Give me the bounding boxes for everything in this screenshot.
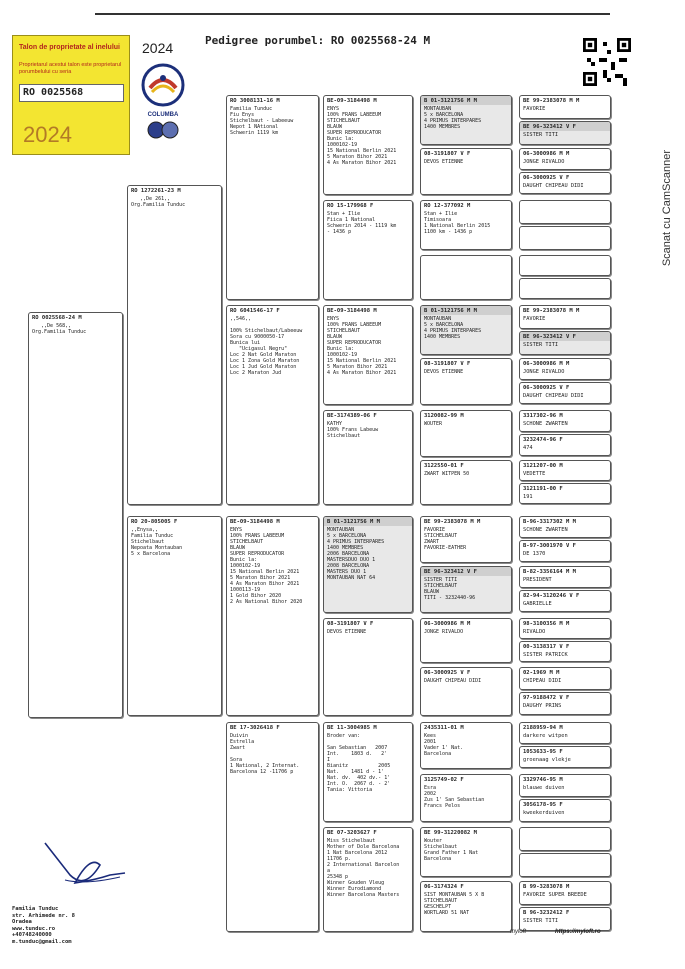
pigeon-g5-13 [519,410,611,432]
pigeon-notes: ENYS 100% FRANS LABEEUM STICHELBAUT BLAUW SUPER REPRODUCATOR Bunic la: 1000102-19 15 National Berlin 2021 5 Maraton Bihor 2021 4 As Maraton Bihor 2021 1000113-19 1 Gold Bihor 2020 2 As National Bihor 2020 [230,527,303,605]
pigeon-g5-24 [519,692,611,715]
pigeon-notes: MONTAUBAN 5 x BARCELONA 4 PRIMUS INTERPARES 1400 MEMBRES [424,316,482,340]
ring-number: B 01-3121756 M M [421,96,511,105]
pigeon-g5-3 [519,148,611,170]
ring-number: 3056178-95 F [523,802,563,808]
ring-number: 3120082-99 M [424,413,464,419]
pigeon-fmm [323,410,413,505]
pigeon-name: 191 [523,494,533,500]
ring-number: BE 96-323412 V F [520,332,610,341]
scanner-watermark: Scanat cu CamScanner [661,150,673,267]
ring-number: 08-3191807 V F [424,151,471,157]
ring-number: BE 99-31220082 M [424,830,477,836]
ring-number: RO 1272261-23 M [131,188,181,194]
pigeon-ff [226,95,319,300]
pigeon-notes: ,,Enysa,, Familia Tunduc Stichelbaut Nepoata Montauban 5 x Barcelona [131,527,183,557]
ring-number: 82-94-3120246 V F [523,593,580,599]
pigeon-g4-16 [420,881,512,932]
ring-number: RO 6041546-17 F [230,308,280,314]
pigeon-name: DAUGHT CHIPEAU DIDI [523,393,584,399]
pigeon-g5-6 [519,226,611,250]
ring-number: 3121191-00 F [523,486,563,492]
qr-code-icon [583,38,631,86]
pigeon-notes: Kees 2001 Vader 1' Nat. Barcelona [424,733,464,757]
pigeon-name: PRESIDENT [523,577,552,583]
ring-number: 3329746-95 M [523,777,563,783]
pigeon-fff [323,95,413,195]
pigeon-name: JONGE RIVALDO [523,369,565,375]
header-year: 2024 [142,40,174,56]
pigeon-notes: SIST MONTAUBAN 5 X B STICHELBAUT GESCHELPT WORTLARD 51 NAT [424,892,485,916]
pigeon-name: JONGE RIVALDO [523,159,565,165]
ring-number: BE-09-3184498 M [230,519,280,525]
pigeon-name: DE 1370 [523,551,546,557]
pigeon-name: RIVALDO [523,629,546,635]
pigeon-name [520,229,610,231]
pigeon-notes: ,,546,, 100% Stichelbaut/Labeeuw Sora cu 9000050-17 Bunica lui "Ucigasul Negru" Loc 2 Nat Gold Maraton Loc 1 Zona Gold Maraton Loc 1 Jud Gold Maraton Loc 2 Maraton Jud [230,316,303,376]
ring-number: 1053633-95 F [523,749,563,755]
pigeon-notes: FAVORIE STICHELBAUT ZWART FAVORIE-EATHER [424,527,467,551]
pigeon-notes: Stan + Ilie Fiica 1 National Schwerin 2014 - 1119 km - 1436 p [327,211,397,235]
pigeon-name: DAUGHT CHIPEAU DIDI [523,183,584,189]
ring-number: 3317302-96 M [523,413,563,419]
pigeon-notes: Esra 2002 Zus 1' San Sebastian Francs Pelos [424,785,485,809]
pigeon-g4-13 [420,722,512,769]
pigeon-mff [323,516,413,613]
pigeon-g4-7 [420,410,512,457]
pigeon-g5-12 [519,382,611,404]
pigeon-name: SISTER PATRICK [523,652,568,658]
pigeon-notes: SISTER TITI STICHELBAUT BLAUW TITI - 3232440-96 [424,577,476,601]
pigeon-name: SCHONE ZWARTEN [523,421,568,427]
ring-number: B 01-3121756 M M [421,306,511,315]
ring-number: BE 99-2383078 M M [523,308,580,314]
pigeon-g5-16 [519,483,611,504]
ring-number: B-82-3356164 M M [523,569,576,575]
ring-number: 06-3000986 M M [523,151,570,157]
pigeon-name [520,830,610,832]
pigeon-name: FAVORIE [523,316,546,322]
pigeon-name: SISTER TITI [523,342,559,348]
owner-address: Familia Tunduc str. Arhimede nr. 8 Oradea www.tunduc.ro +40748240000 m.tunduc@gmail.com [12,906,75,945]
pigeon-g5-29 [519,827,611,851]
pigeon-fm [226,305,319,505]
ring-number: RO 3008131-16 M [230,98,280,104]
ring-number: RO 20-805005 F [131,519,178,525]
ring-number: 06-3000986 M M [523,361,570,367]
pigeon-mmf [323,722,413,822]
ring-number: 98-3100356 M M [523,621,570,627]
pigeon-notes: KATHY 100% Frans Labeuw Stichelbaut [327,421,379,439]
pigeon-name: darkere witpen [523,733,568,739]
ring-number: B-97-3001970 V F [523,543,576,549]
pigeon-g5-20 [519,590,611,612]
pigeon-mother [127,516,222,716]
pigeon-g5-25 [519,722,611,744]
pigeon-name [520,856,610,858]
ring-number: BE 96-323412 V F [421,567,511,576]
pigeon-g4-14 [420,774,512,822]
pigeon-g4-10 [420,566,512,613]
card-subtitle: Proprietarul acestui talon este proprietarul porumbelului cu seria [19,62,122,75]
ring-number: 2188959-94 M [523,725,563,731]
myloft-logo: myloft [510,929,527,935]
pigeon-notes: Stan + Ilie Timisoara 1 National Berlin 2015 1100 km - 1436 p [424,211,491,235]
ring-number: BE 96-323412 V F [520,122,610,131]
pigeon-name: FAVORIE SUPER BREEDE [523,892,587,898]
page-title: Pedigree porumbel: RO 0025568-24 M [205,34,431,47]
ring-number: 3232474-96 F [523,437,563,443]
pigeon-g5-30 [519,853,611,877]
pigeon-g5-32 [519,907,611,931]
pigeon-fmf [323,305,413,405]
ring-number: BE-09-3184498 M [327,308,377,314]
pigeon-name: CHIPEAU DIDI [523,678,562,684]
pigeon-notes: ,,De 568,, Org.Familia Tunduc [32,323,87,335]
pigeon-g5-2 [519,121,611,145]
pigeon-g5-4 [519,172,611,194]
pigeon-g4-6 [420,358,512,405]
ring-number: 06-3000986 M M [424,621,471,627]
pigeon-name: SISTER TITI [523,918,559,924]
top-rule [95,13,610,15]
pigeon-notes: Familia Tunduc Fiu Enys Stichelbaut - Labeeuw Nepot 1 NAtional Schwerin 1119 km [230,106,294,136]
pigeon-g4-5 [420,305,512,355]
ring-number: 08-3191807 V F [424,361,471,367]
pigeon-notes: ENYS 100% FRANS LABEEUM STICHELBAUT BLAUW SUPER REPRODUCATOR Bunic la: 1000102-19 15 National Berlin 2021 5 Maraton Bihor 2021 4 As Maraton Bihor 2021 [327,316,397,376]
pigeon-notes: WOUTER [424,421,443,427]
pigeon-notes: Wouter Stichelbaut Grand Father 1 Nat Barcelona [424,838,479,862]
pigeon-g5-17 [519,516,611,538]
pigeon-name: 474 [523,445,533,451]
card-ring-number: RO 0025568 [19,84,124,102]
ring-number: RO 12-377092 M [424,203,471,209]
pigeon-subject [28,312,123,718]
pigeon-name: blauwe duiven [523,785,565,791]
ring-number: 3125749-02 F [424,777,464,783]
pigeon-notes: MONTAUBAN 5 x BARCELONA 4 PRIMUS INTERPARES 1400 MEMBRES 2006 BARCELONA MASTERSDUO DUO 1 2008 BARCELONA MASTERS DUO 1 MONTAUBAN NAT 64 [327,527,385,581]
pigeon-mf [226,516,319,716]
pigeon-g5-22 [519,641,611,662]
pigeon-mm [226,722,319,932]
pigeon-g4-3 [420,200,512,250]
pigeon-g5-26 [519,746,611,768]
ring-number: BE 07-3203627 F [327,830,377,836]
pigeon-mfm [323,618,413,716]
pigeon-g5-31 [519,881,611,905]
pigeon-mmm [323,827,413,932]
ring-number: 00-3138317 V F [523,644,570,650]
ring-number: BE-3174389-06 F [327,413,377,419]
pigeon-notes: Duivin Estrella Zwart Sora 1 National, 2 Internat. Barcelona 12 -11706 p [230,733,300,775]
ring-number: BE 17-3026418 F [230,725,280,731]
pigeon-g4-12 [420,667,512,716]
ring-number: BE 99-2383078 M M [523,98,580,104]
pigeon-g4-8 [420,460,512,505]
ring-number: B 01-3121756 M M [324,517,412,526]
pigeon-g5-23 [519,667,611,690]
ring-number: 08-3191807 V F [327,621,374,627]
pigeon-g5-19 [519,566,611,588]
pigeon-g5-1 [519,95,611,119]
pigeon-name [520,258,610,260]
columba-emblem-icon [140,62,186,108]
pigeon-name: VEDETTE [523,471,546,477]
pigeon-name [520,203,610,205]
pigeon-notes [421,258,511,260]
pigeon-g4-11 [420,618,512,663]
ring-number: 02-1969 M M [523,670,560,676]
pigeon-name: GABRIELLE [523,601,552,607]
ring-number: RO 0025568-24 M [32,315,82,321]
pigeon-g5-18 [519,540,611,562]
ring-number: 06-3000925 V F [424,670,471,676]
ring-number: BE 11-3004985 M [327,725,377,731]
pigeon-name [520,281,610,283]
card-year: 2024 [23,122,72,147]
ring-number: 06-3174324 F [424,884,464,890]
columba-logo [140,62,186,144]
pigeon-name: SISTER TITI [523,132,559,138]
pigeon-notes: DAUGHT CHIPEAU DIDI [424,678,482,684]
ring-number: 2435311-01 M [424,725,464,731]
pigeon-g4-2 [420,148,512,195]
pigeon-notes: Broder van: San Sebastian 2007 Int. 1803 d. 2' I Bianitz 2005 Nat. 1481 d - 1' Nat. dv. 402 dv.- 1' Int. O. 2067 d. - 2' Tania: Vittoria [327,733,391,793]
pigeon-g4-1 [420,95,512,145]
pigeon-name: groenaag vlekje [523,757,571,763]
pigeon-g5-7 [519,255,611,276]
pigeon-father [127,185,222,505]
card-title: Talon de proprietate al inelului [19,44,120,51]
pigeon-g5-14 [519,434,611,456]
pigeon-g5-5 [519,200,611,224]
ring-number: 3122550-01 F [424,463,464,469]
ring-number: B-96-3317302 M M [523,519,576,525]
pigeon-notes: DEVOS ETIENNE [424,159,464,165]
pigeon-g5-15 [519,460,611,481]
ring-number: RO 15-179968 F [327,203,374,209]
pigeon-name: FAVORIE [523,106,546,112]
pigeon-notes: MONTAUBAN 5 x BARCELONA 4 PRIMUS INTERPARES 1400 MEMBRES [424,106,482,130]
pigeon-g4-9 [420,516,512,563]
pigeon-name: SCHONE ZWARTEN [523,527,568,533]
pigeon-g5-9 [519,305,611,329]
pigeon-g5-28 [519,799,611,822]
pigeon-g5-27 [519,774,611,797]
pigeon-name: DAUGHY PRINS [523,703,562,709]
pigeon-g4-15 [420,827,512,877]
signature-icon [40,835,130,895]
ring-number: 97-9188472 V F [523,695,570,701]
pigeon-g4-4 [420,255,512,300]
pigeon-notes: ENYS 100% FRANS LABEEUM STICHELBAUT BLAUW SUPER REPRODUCATOR Bunic la: 1000102-19 15 National Berlin 2021 5 Maraton Bihor 2021 4 As Maraton Bihor 2021 [327,106,397,166]
pigeon-g5-11 [519,358,611,380]
ring-number: 3121207-00 M [523,463,563,469]
pigeon-notes: JONGE RIVALDO [424,629,464,635]
ring-number: B 99-3283078 M [523,884,570,890]
pigeon-name: kweekerduiven [523,810,565,816]
ring-number: 06-3000925 V F [523,175,570,181]
columba-label: COLUMBA [147,112,179,118]
pigeon-notes: ,,De 261,, Org.Familia Tunduc [131,196,186,208]
ring-number: B 96-3232412 F [523,910,570,916]
ring-number: BE 99-2383078 M M [424,519,481,525]
ring-number: 06-3000925 V F [523,385,570,391]
pigeon-ffm [323,200,413,300]
pigeon-notes: ZWART WITPEN 50 [424,471,470,477]
pigeon-g5-8 [519,278,611,299]
pigeon-notes: DEVOS ETIENNE [327,629,367,635]
ring-number: BE-09-3184498 M [327,98,377,104]
rings-icon [143,120,183,140]
pigeon-notes: DEVOS ETIENNE [424,369,464,375]
pigeon-g5-21 [519,618,611,639]
pigeon-g5-10 [519,331,611,355]
pigeon-notes: Miss Stichelbaut Mother of Dole Barcelona 1 Nat Barcelona 2012 11706 p. 2 International Barcelon a 25348 p Winner Gouden Vleug Winner Eurodiamond Winner Barcelona Masters [327,838,400,898]
myloft-url: https://myloft.ro [555,929,601,935]
ownership-card [12,35,130,155]
